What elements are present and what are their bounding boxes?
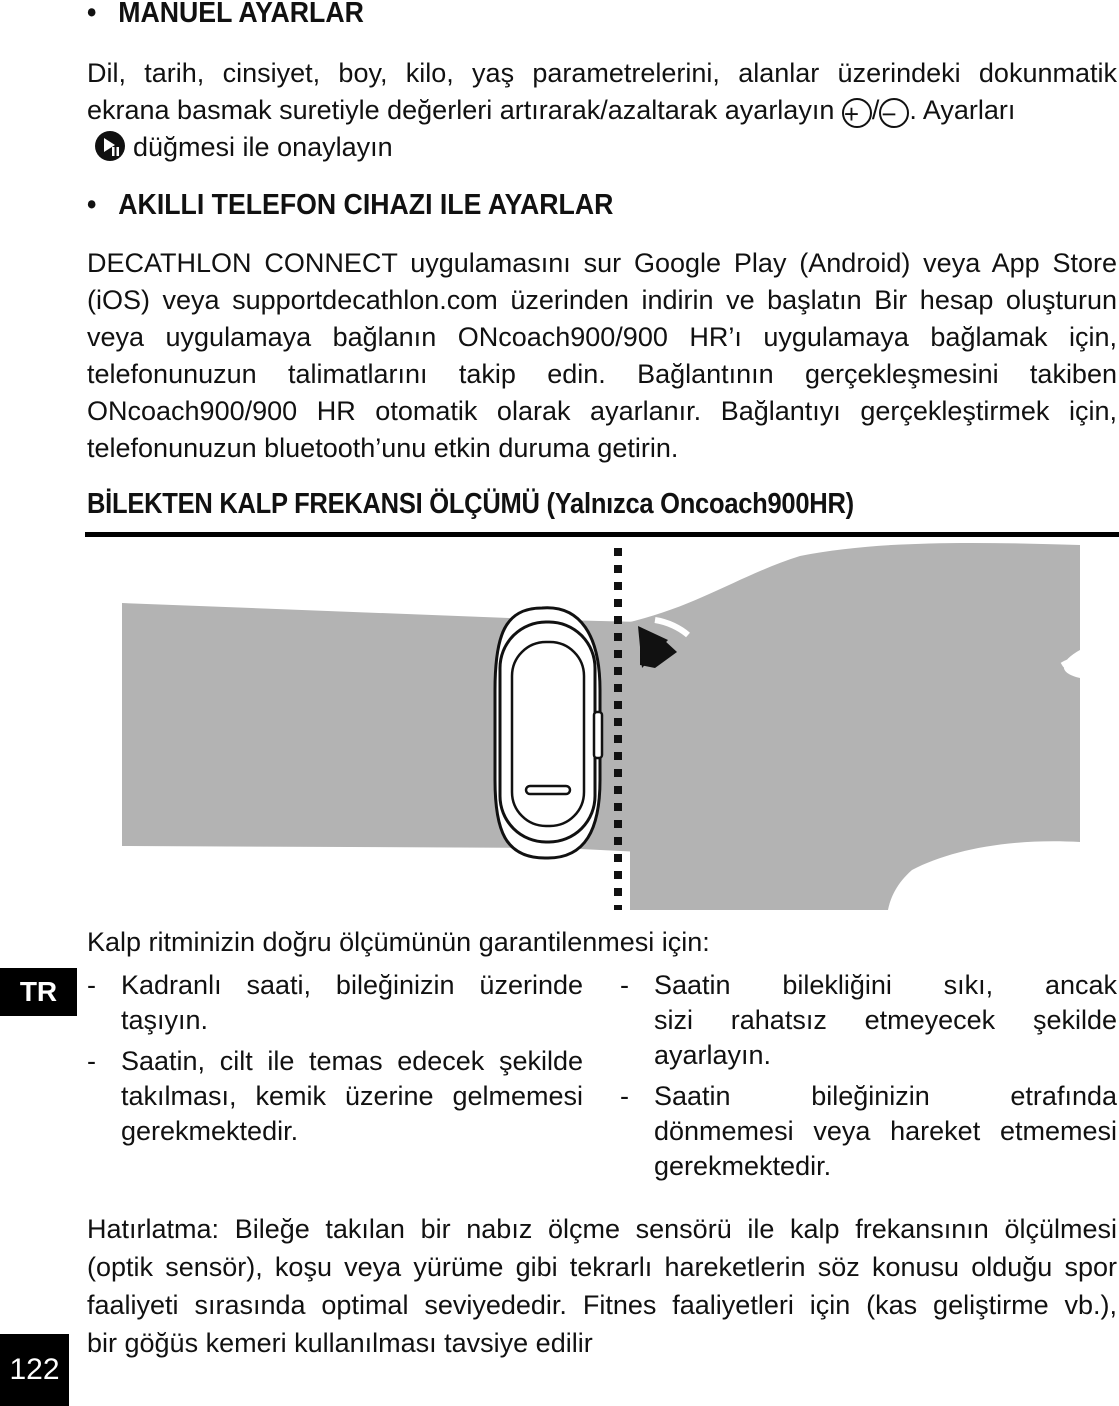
guarantee-list-left [87,968,583,1155]
manual-settings-heading: • MANUEL AYARLAR [87,0,364,29]
watch-side-button [594,712,602,758]
wrist-heart-rate-title: BİLEKTEN KALP FREKANSI ÖLÇÜMÜ (Yalnızca Oncoach900HR) [87,488,854,520]
play-pause-button-icon [95,131,125,161]
list-item: - Saatin, cilt ile temas edecek şekilde takılması, kemik üzerine gelmemesi gerekmektedir. [87,1046,583,1146]
list-item: - Saatin bilekliğini sıkı, ancak sizi rahatsız etmeyecek şekilde ayarlayın. [620,970,1117,1070]
reminder-text: Hatırlatma: Bileğe takılan bir nabız ölçme sensörü ile kalp frekansının ölçülmesi (optik sensör), koşu veya yürüme gibi tekrarlı hareketlerin söz konusu olduğu spor faaliyeti sırasında optimal seviyededir. Fitnes faaliyetleri için (kas geliştirme vb.), bir göğüs kemeri kullanılması tavsiye edilir [87,1214,1117,1358]
manual-settings-text: Dil, tarih, cinsiyet, boy, kilo, yaş parametrelerini, alanlar üzerindeki dokunmatik ekrana basmak suretiyle değerleri artırarak/azaltarak ayarlayın + /− . Ayarları düğmesi ile onaylayın [87,58,1117,162]
language-tab: TR [0,968,77,1016]
section-divider [85,532,1119,537]
guarantee-list-right [620,968,1117,1190]
list-item: - Kadranlı saati, bileğinizin üzerinde taşıyın. [87,970,583,1035]
smartphone-settings-text: DECATHLON CONNECT uygulamasını sur Google Play (Android) veya App Store (iOS) veya supportdecathlon.com üzerinden indirin ve başlatın Bir hesap oluşturun veya uygulamaya bağlanın ONcoach900/900 HR’ı uygulamaya bağlamak için, telefonunuzun talimatlarını takip edin. Bağlantının gerçekleşmesini takiben ONcoach900/900 HR otomatik olarak ayarlanır. Bağlantıyı gerçekleştirmek için, telefonunuzun bluetooth’unu etkin duruma getirin. [87,248,1117,463]
hand-shape [630,543,1080,910]
watch-button-line [526,786,570,794]
watch-screen [512,642,584,826]
guarantee-intro: Kalp ritminizin doğru ölçümünün garantilenmesi için: [87,927,710,957]
smartphone-settings-heading: • AKILLI TELEFON CIHAZI ILE AYARLAR [87,189,614,221]
page-number: 122 [0,1334,69,1406]
minus-icon: − [879,98,909,128]
plus-icon: + [842,98,872,128]
list-item: - Saatin bileğinizin etrafında dönmemesi veya hareket etmemesi gerekmektedir. [620,1081,1117,1181]
wrist-watch-illustration [0,538,1119,913]
